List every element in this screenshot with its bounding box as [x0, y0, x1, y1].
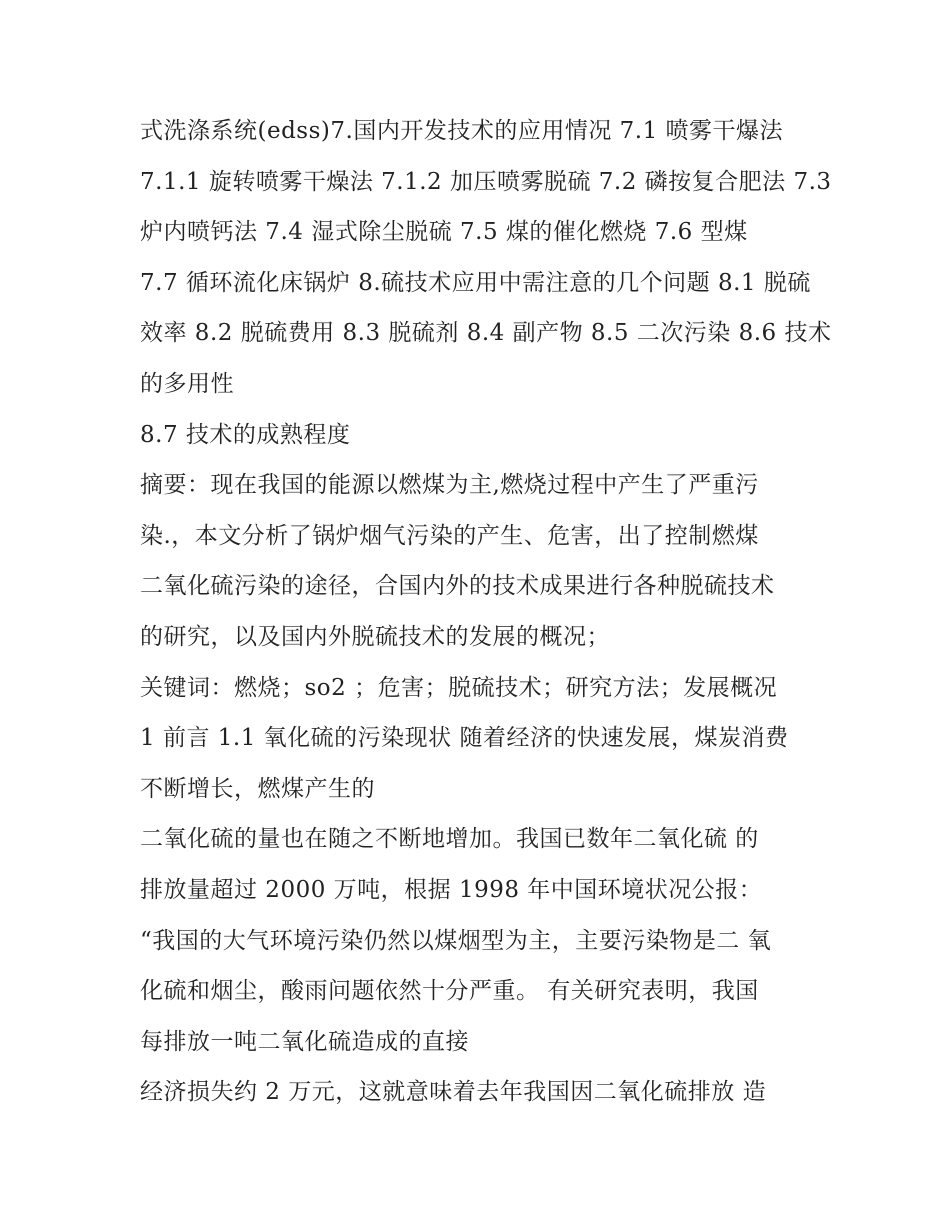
- text-line: 效率 8.2 脱硫费用 8.3 脱硫剂 8.4 副产物 8.5 二次污染 8.6 技术: [140, 320, 832, 347]
- text-line: 7.7 循环流化床锅炉 8.硫技术应用中需注意的几个问题 8.1 脱硫: [140, 269, 811, 296]
- text-line: 经济损失约 2 万元，这就意味着去年我国因二氧化硫排放 造: [140, 1079, 767, 1106]
- text-line: 摘要：现在我国的能源以燃煤为主,燃烧过程中产生了严重污: [140, 472, 759, 499]
- text-line: 染.，本文分析了锅炉烟气污染的产生、危害，出了控制燃煤: [140, 522, 759, 549]
- text-line: 7.1.1 旋转喷雾干燥法 7.1.2 加压喷雾脱硫 7.2 磷按复合肥法 7.3: [140, 168, 832, 195]
- text-line: 1 前言 1.1 氧化硫的污染现状 随着经济的快速发展，煤炭消费: [140, 725, 789, 752]
- text-line: 式洗涤系统(edss)7.国内开发技术的应用情况 7.1 喷雾干爆法: [140, 118, 784, 144]
- text-line: 每排放一吨二氧化硫造成的直接: [140, 1028, 469, 1055]
- text-line: 的研究，以及国内外脱硫技术的发展的概况；: [140, 623, 610, 650]
- body-text: [140, 106, 832, 1118]
- text-line: 的多用性: [140, 370, 234, 397]
- text-line: 化硫和烟尘，酸雨问题依然十分严重。 有关研究表明，我国: [140, 978, 759, 1005]
- text-line: 二氧化硫污染的途径，合国内外的技术成果进行各种脱硫技术: [140, 573, 775, 600]
- text-line: 不断增长，燃煤产生的: [140, 775, 375, 802]
- text-line: 排放量超过 2000 万吨，根据 1998 年中国环境状况公报：: [140, 876, 763, 903]
- text-line: 二氧化硫的量也在随之不断地增加。我国已数年二氧化硫 的: [140, 826, 759, 853]
- text-line: 8.7 技术的成熟程度: [140, 421, 351, 448]
- text-line: “我国的大气环境污染仍然以煤烟型为主，主要污染物是二 氧: [140, 927, 772, 954]
- text-line: 关键词：燃烧；so2 ；危害；脱硫技术；研究方法；发展概况: [140, 674, 778, 701]
- text-line: 炉内喷钙法 7.4 湿式除尘脱硫 7.5 煤的催化燃烧 7.6 型煤: [140, 219, 748, 246]
